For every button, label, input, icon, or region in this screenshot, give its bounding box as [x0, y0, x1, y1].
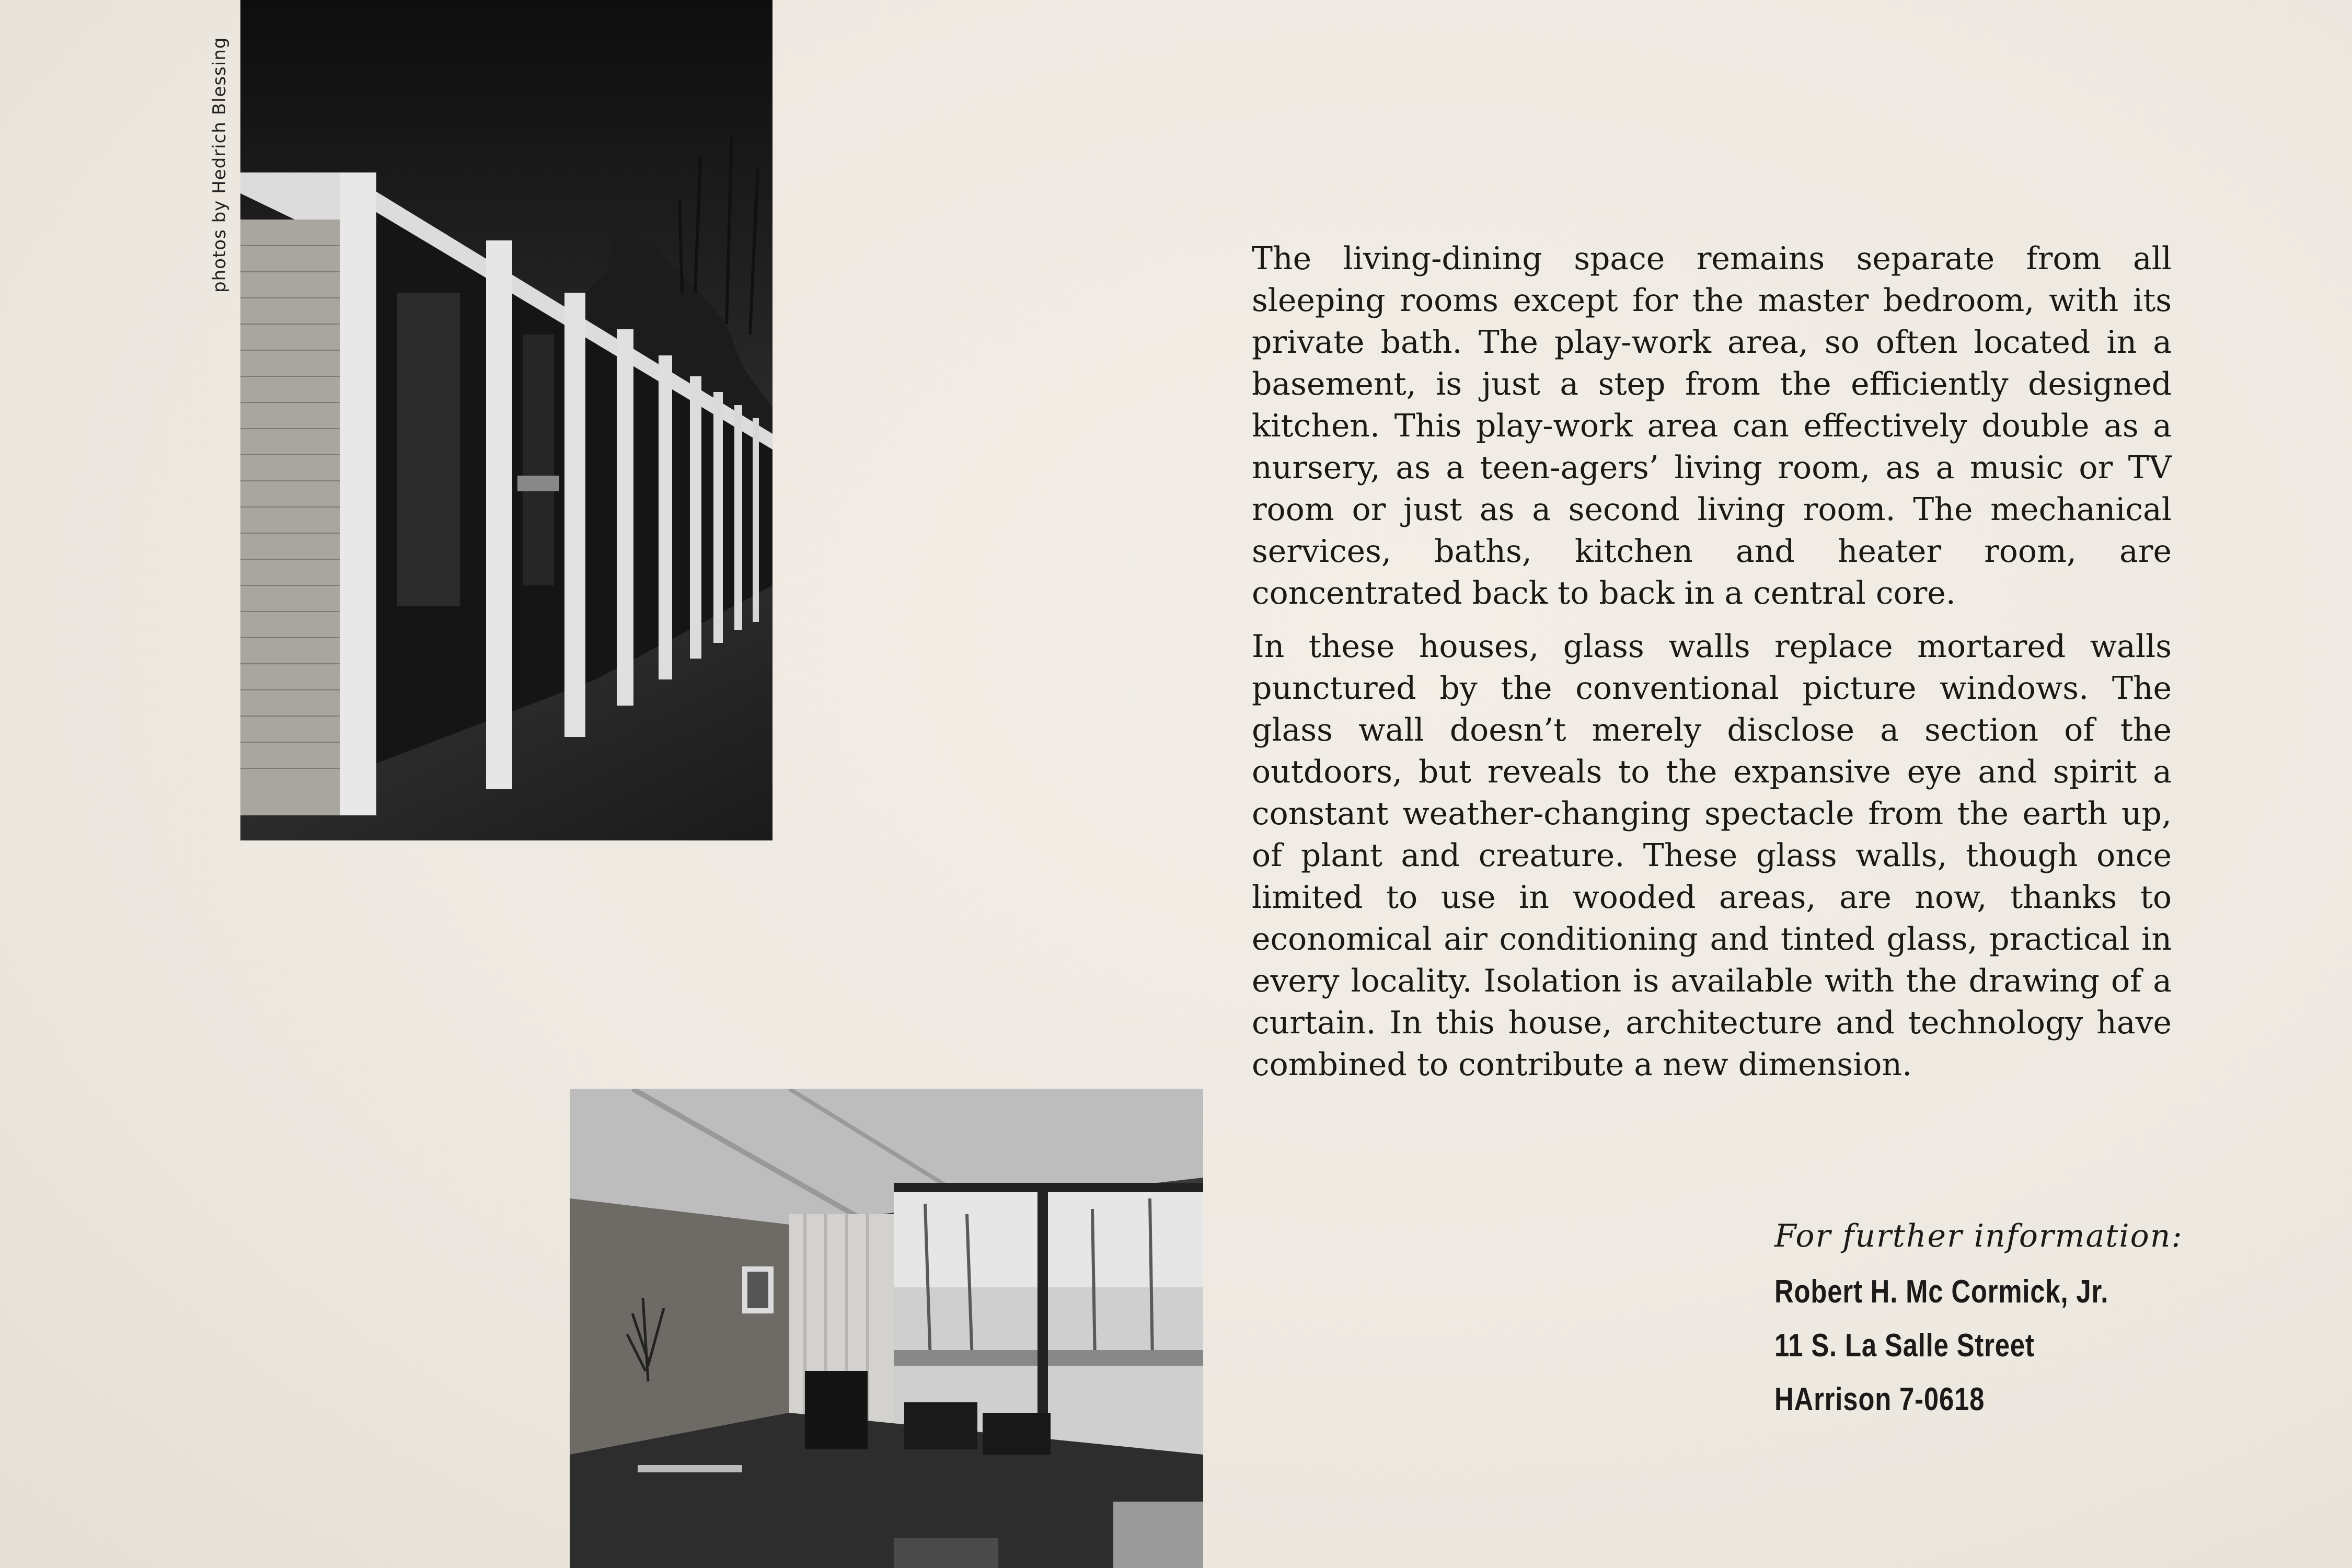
- interior-photo: [570, 1089, 1203, 1568]
- contact-name: Robert H. Mc Cormick, Jr.: [1774, 1274, 2109, 1310]
- exterior-photo-image: [240, 0, 773, 840]
- body-paragraph-1: The living-dining space remains separate from all sleeping rooms except for the master bedroom, with its private bath. The play-work area, so often located in a basement, is just a step from the efficiently designed kitchen. This play-work area can effectively double as a nursery, as a teen-agers’ living room, as a music or TV room or just as a second living room. The mechanical services, baths, kitchen and heater room, are concentrated back to back in a central core.: [1252, 240, 2172, 612]
- contact-address: 11 S. La Salle Street: [1774, 1328, 2035, 1364]
- photo-credit: photos by Hedrich Blessing: [209, 37, 230, 293]
- interior-photo-image: [570, 1089, 1203, 1568]
- exterior-photo: [240, 0, 773, 840]
- contact-block: [1774, 1218, 2245, 1435]
- body-paragraph-2: In these houses, glass walls replace mortared walls punctured by the conventional picture windows. The glass wall doesn’t merely disclose a section of the outdoors, but reveals to the expansive eye and spirit a constant weather-changing spectacle from the earth up, of plant and creature. These glass walls, though once limited to use in wooded areas, are now, thanks to economical air conditioning and tinted glass, practical in every locality. Isolation is available with the drawing of a curtain. In this house, architecture and technology have combined to contribute a new dimension.: [1252, 628, 2172, 1083]
- contact-heading: For further information:: [1774, 1218, 2183, 1254]
- contact-phone: HArrison 7-0618: [1774, 1381, 1985, 1417]
- body-text: [1252, 238, 2172, 1097]
